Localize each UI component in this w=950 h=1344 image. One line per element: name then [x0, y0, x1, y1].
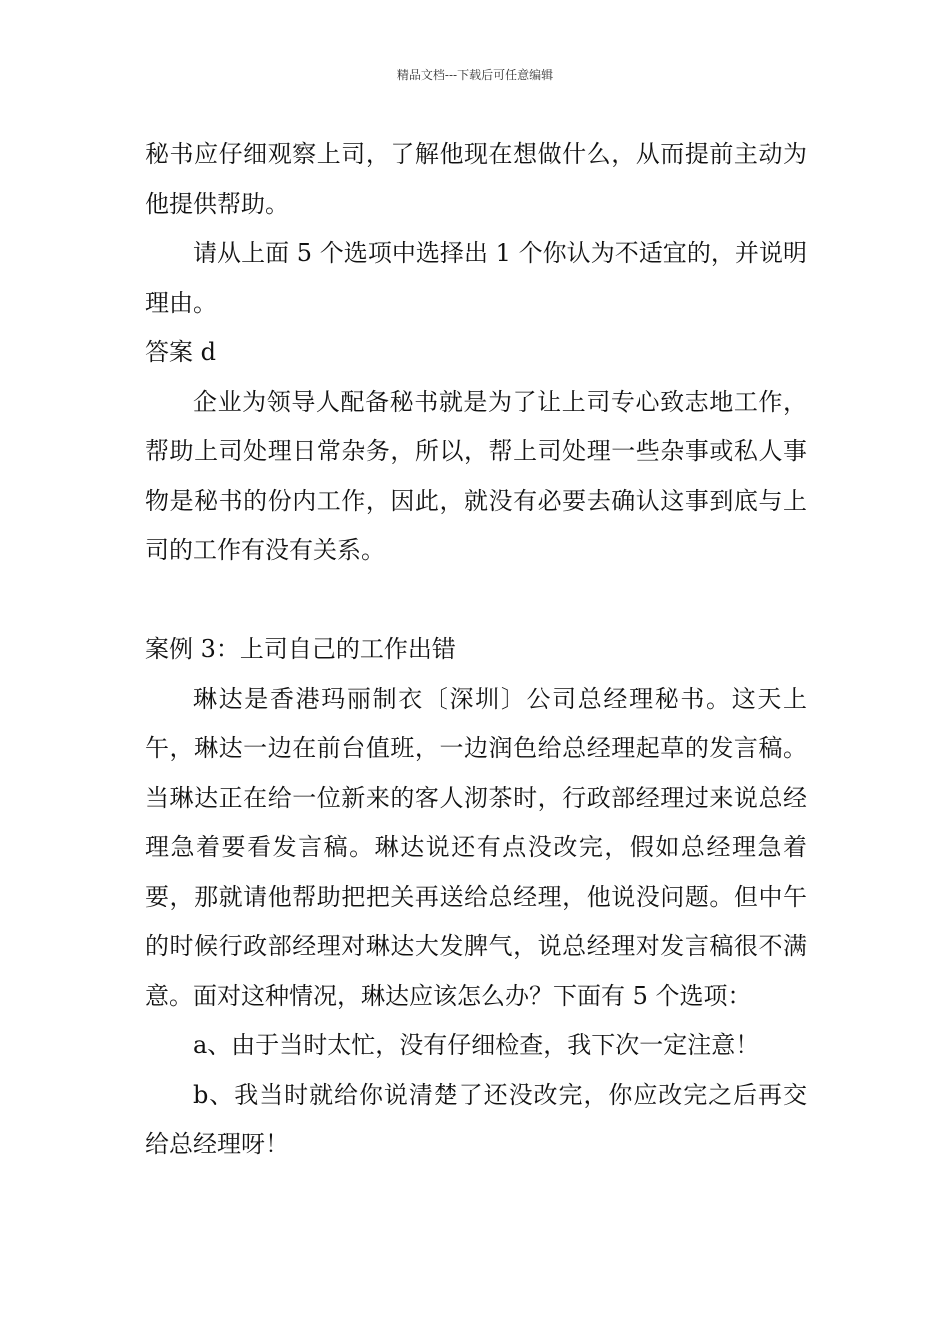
paragraph-continuation: 秘书应仔细观察上司，了解他现在想做什么，从而提前主动为他提供帮助。 [145, 140, 807, 218]
document-body [145, 130, 807, 1170]
case-title: 案例 3：上司自己的工作出错 [145, 635, 456, 663]
paragraph-question: 请从上面 5 个选项中选择出 1 个你认为不适宜的，并说明理由。 [145, 239, 807, 317]
paragraph-case-description: 琳达是香港玛丽制衣〔深圳〕公司总经理秘书。这天上午，琳达一边在前台值班，一边润色给总经理起草的发言稿。当琳达正在给一位新来的客人沏茶时，行政部经理过来说总经理急着要看发言稿。琳达说还有点没改完，假如总经理急着要，那就请他帮助把把关再送给总经理，他说没问题。但中午的时候行政部经理对琳达大发脾气，说总经理对发言稿很不满意。面对这种情况，琳达应该怎么办？下面有 5 个选项： [145, 684, 807, 1010]
option-a: a、由于当时太忙，没有仔细检查，我下次一定注意！ [193, 1031, 760, 1059]
paragraph-explanation: 企业为领导人配备秘书就是为了让上司专心致志地工作，帮助上司处理日常杂务，所以，帮上司处理一些杂事或私人事物是秘书的份内工作，因此，就没有必要去确认这事到底与上司的工作有没有关系。 [145, 387, 807, 564]
option-b: b、我当时就给你说清楚了还没改完，你应改完之后再交给总经理呀！ [145, 1080, 807, 1158]
answer-line: 答案 d [145, 338, 216, 366]
page-header: 精品文档---下载后可任意编辑 [396, 68, 554, 82]
paragraph-spacer [145, 576, 807, 626]
